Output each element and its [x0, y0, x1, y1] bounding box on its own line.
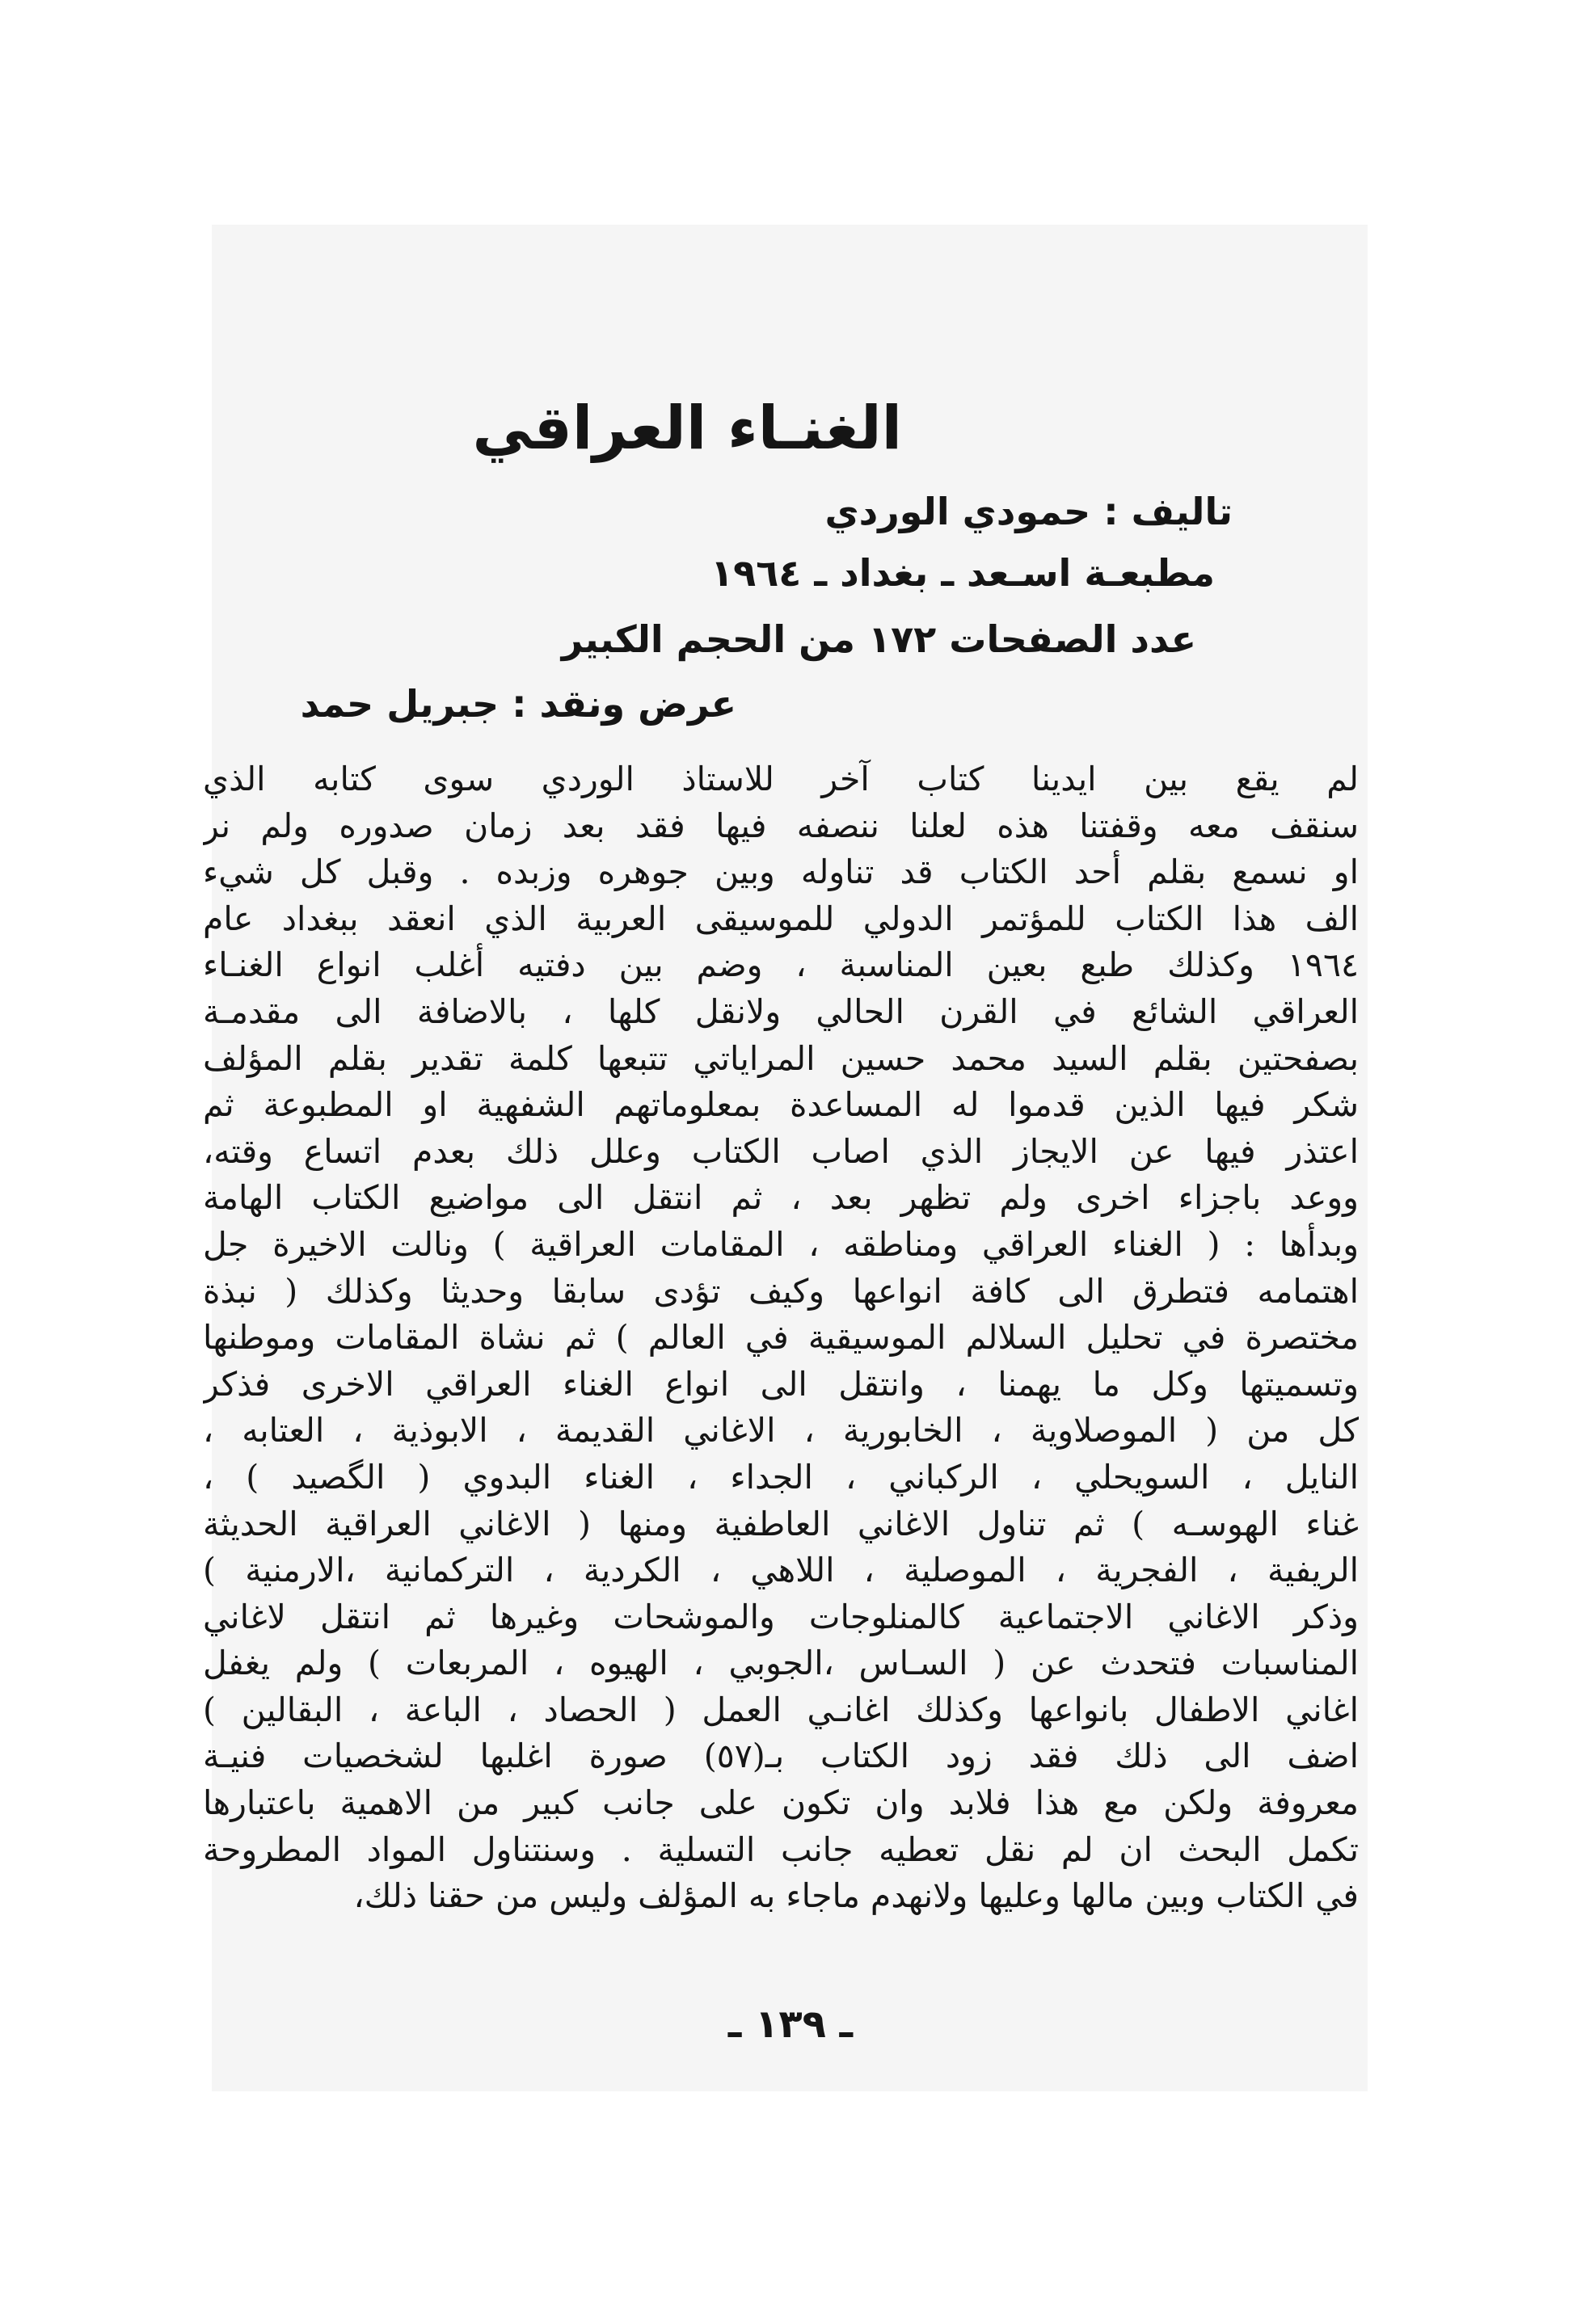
body-line: النايل ، السويحلي ، الركباني ، الجداء ، الغناء البدوي ( الگصيد ) ،	[203, 1457, 1359, 1497]
reviewer-line: عرض ونقد : جبريل حمد	[300, 682, 736, 726]
body-line: اهتمامه فتطرق الى كافة انواعها وكيف تؤدى سابقا وحديثا وكذلك ( نبذة	[203, 1271, 1359, 1311]
body-line: لم يقع بين ايدينا كتاب آخر للاستاذ الوردي سوى كتابه الذي	[203, 760, 1359, 798]
body-line: وبدأها : ( الغناء العراقي ومناطقه ، المقامات العراقية ) ونالت الاخيرة جل	[203, 1224, 1359, 1264]
body-line: اضف الى ذلك فقد زود الكتاب بـ(٥٧) صورة اغلبها لشخصيات فنيـة	[203, 1737, 1359, 1776]
body-line: بصفحتين بقلم السيد محمد حسين المراياتي تتبعها كلمة تقدير بقلم المؤلف	[203, 1038, 1359, 1078]
page-count-line: عدد الصفحات ١٧٢ من الحجم الكبير	[561, 617, 1196, 661]
body-line: في الكتاب وبين مالها وعليها ولانهدم ماجاء به المؤلف وليس من حقنا ذلك،	[353, 1876, 1359, 1916]
body-line: الف هذا الكتاب للمؤتمر الدولي للموسيقى العربية الذي انعقد ببغداد عام	[203, 899, 1359, 938]
body-line: تكمل البحث ان لم نقل تعطيه جانب التسلية . وسنتناول المواد المطروحة	[203, 1829, 1359, 1869]
body-line: كل من ( الموصلاوية ، الخابورية ، الاغاني القديمة ، الابوذية ، العتابه ،	[203, 1411, 1359, 1450]
article-body	[203, 756, 1359, 1920]
body-line: العراقي الشائع في القرن الحالي ولانقل كلها ، بالاضافة الى مقدمـة	[203, 991, 1359, 1031]
article-title: الغنـاء العراقي	[472, 394, 902, 463]
author-line: تاليف : حمودي الوردي	[824, 490, 1233, 533]
body-line: سنقف معه وقفتنا هذه لعلنا ننصفه فيها فقد بعد زمان صدوره ولم نر	[203, 806, 1359, 845]
body-line: اعتذر فيها عن الايجاز الذي اصاب الكتاب وعلل ذلك بعدم اتساع وقته،	[203, 1131, 1359, 1171]
body-line: او نسمع بقلم أحد الكتاب قد تناوله وبين جوهره وزبده . وقبل كل شيء	[203, 853, 1359, 892]
press-line: مطبعـة اسـعد ـ بغداد ـ ١٩٦٤	[710, 551, 1215, 595]
body-line: معروفة ولكن مع هذا فلابد وان تكون على جانب كبير من الاهمية باعتبارها	[203, 1783, 1359, 1823]
body-line: ووعد باجزاء اخرى ولم تظهر بعد ، ثم انتقل الى مواضيع الكتاب الهامة	[203, 1178, 1359, 1218]
body-line: مختصرة في تحليل السلالم الموسيقية في العالم ) ثم نشاة المقامات وموطنها	[203, 1318, 1359, 1358]
body-line: وذكر الاغاني الاجتماعية كالمنلوجات والموشحات وغيرها ثم انتقل لاغاني	[203, 1597, 1359, 1636]
body-line: شكر فيها الذين قدموا له المساعدة بمعلوماتهم الشفهية او المطبوعة ثم	[203, 1085, 1359, 1125]
body-line: ١٩٦٤ وكذلك طبع بعين المناسبة ، وضم بين دفتيه أغلب انواع الغنـاء	[203, 945, 1359, 985]
body-line: اغاني الاطفال بانواعها وكذلك اغانـي العمل ( الحصاد ، الباعة ، البقالين )	[203, 1690, 1359, 1729]
page-number: ـ ١٣٩ ـ	[727, 2002, 854, 2047]
body-line: الريفية ، الفجرية ، الموصلية ، اللاهي ، الكردية ، التركمانية ،الارمنية )	[203, 1551, 1359, 1590]
body-line: وتسميتها وكل ما يهمنا ، وانتقل الى انواع الغناء العراقي الاخرى فذكر	[203, 1364, 1359, 1404]
body-line: غناء الهوسـه ) ثم تناول الاغاني العاطفية ومنها ( الاغاني العراقية الحديثة	[203, 1504, 1359, 1543]
body-line: المناسبات فتحدث عن ( السـاس ،الجوبي ، الهيوه ، المربعات ) ولم يغفل	[203, 1644, 1359, 1683]
